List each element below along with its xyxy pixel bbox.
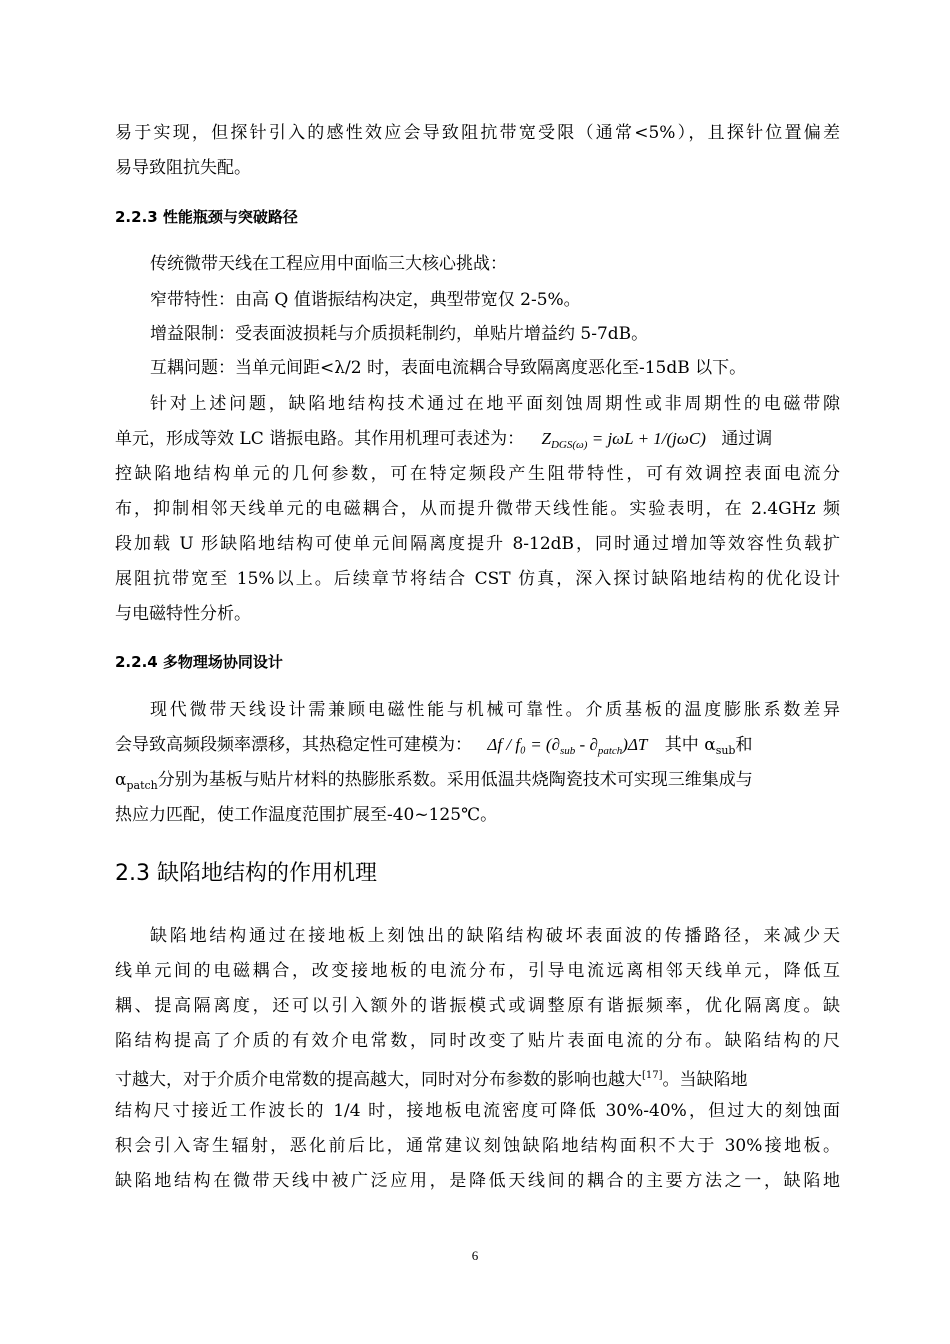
paragraph-text: 寸越大，对于介质介电常数的提高越大，同时对分布参数的影响也越大 [115,1070,642,1090]
paragraph-text: 。当缺陷地 [662,1070,748,1090]
paragraph-text: 和 [735,735,753,755]
paragraph-line: 易导致阻抗失配。 [115,158,251,178]
formula-dgs-impedance [541,429,706,451]
paragraph-line: 耦、提高隔离度，还可以引入额外的谐振模式或调整原有谐振频率，优化隔离度。缺 [115,996,840,1016]
formula-expression: Δf / f₀ = (∂ [487,735,560,754]
paragraph-line: 热应力匹配，使工作温度范围扩展至-40~125℃。 [115,805,498,825]
paragraph-text: 单元，形成等效 LC 谐振电路。其作用机理可表述为： [115,429,525,449]
list-item-gain: 增益限制：受表面波损耗与介质损耗制约，单贴片增益约 5-7dB。 [150,324,649,344]
formula-subscript: DGS(ω) [550,439,588,451]
list-item-narrowband: 窄带特性：由高 Q 值谐振结构决定，典型带宽仅 2-5%。 [150,290,581,310]
formula-subscript: patch [597,745,623,757]
paragraph-line: 段加载 U 形缺陷地结构可使单元间隔离度提升 8-12dB，同时通过增加等效容性负载扩 [115,534,840,554]
paragraph-line: 控缺陷地结构单元的几何参数，可在特定频段产生阻带特性，可有效调控表面电流分 [115,464,840,484]
section-heading-2-2-3: 2.2.3 性能瓶颈与突破路径 [115,208,298,226]
paragraph-line: 陷结构提高了介质的有效介电常数，同时改变了贴片表面电流的分布。缺陷结构的尺 [115,1031,840,1051]
alpha-subscript: sub [715,744,736,757]
paragraph-line: 线单元间的电磁耦合，改变接地板的电流分布，引导电流远离相邻天线单元，降低互 [115,961,840,981]
paragraph-text: 分别为基板与贴片材料的热膨胀系数。采用低温共烧陶瓷技术可实现三维集成与 [157,770,753,790]
paragraph-text: 通过调 [721,429,773,449]
formula-expression: = jωL + 1/(jωC) [587,429,706,448]
section-heading-2-2-4: 2.2.4 多物理场协同设计 [115,653,283,671]
formula-subscript: sub [560,745,576,757]
formula-thermal-drift [487,735,648,757]
paragraph-line: 易于实现，但探针引入的感性效应会导致阻抗带宽受限（通常<5%），且探针位置偏差 [115,123,840,143]
list-item-coupling: 互耦问题：当单元间距<λ/2 时，表面电流耦合导致隔离度恶化至-15dB 以下。 [150,358,747,378]
paragraph-line: 布，抑制相邻天线单元的电磁耦合，从而提升微带天线性能。实验表明，在 2.4GHz 频 [115,499,840,519]
paragraph-text: 其中 α [664,735,716,755]
paragraph-line: 展阻抗带宽至 15%以上。后续章节将结合 CST 仿真，深入探讨缺陷地结构的优化设计 [115,569,840,589]
paragraph-line [115,770,840,796]
paragraph-line: 与电磁特性分析。 [115,604,251,624]
citation-ref: [17] [642,1070,663,1081]
paragraph-line: 现代微带天线设计需兼顾电磁性能与机械可靠性。介质基板的温度膨胀系数差异 [150,700,840,720]
paragraph-line: 针对上述问题，缺陷地结构技术通过在地平面刻蚀周期性或非周期性的电磁带隙 [150,394,840,414]
alpha-subscript: patch [126,779,158,792]
paragraph-line: 缺陷地结构通过在接地板上刻蚀出的缺陷结构破坏表面波的传播路径，来减少天 [150,926,840,946]
paragraph-text: 会导致高频段频率漂移，其热稳定性可建模为： [115,735,472,755]
paragraph-line: 缺陷地结构在微带天线中被广泛应用，是降低天线间的耦合的主要方法之一，缺陷地 [115,1171,840,1191]
paragraph-line: 结构尺寸接近工作波长的 1/4 时，接地板电流密度可降低 30%-40%，但过大的刻蚀面 [115,1101,840,1121]
formula-symbol: Z [541,429,551,448]
paragraph-line-with-citation [115,1066,840,1090]
paragraph-text: α [115,770,127,790]
formula-expression: )ΔT [622,735,648,754]
paragraph-line-with-formula [115,735,840,761]
paragraph-line: 传统微带天线在工程应用中面临三大核心挑战： [150,254,507,274]
formula-expression: - ∂ [575,735,598,754]
paragraph-line: 积会引入寄生辐射，恶化前后比，通常建议刻蚀缺陷地结构面积不大于 30%接地板。 [115,1136,840,1156]
paragraph-line-with-formula [115,429,840,455]
section-heading-2-3: 2.3 缺陷地结构的作用机理 [115,861,377,886]
page-number: 6 [471,1248,479,1263]
